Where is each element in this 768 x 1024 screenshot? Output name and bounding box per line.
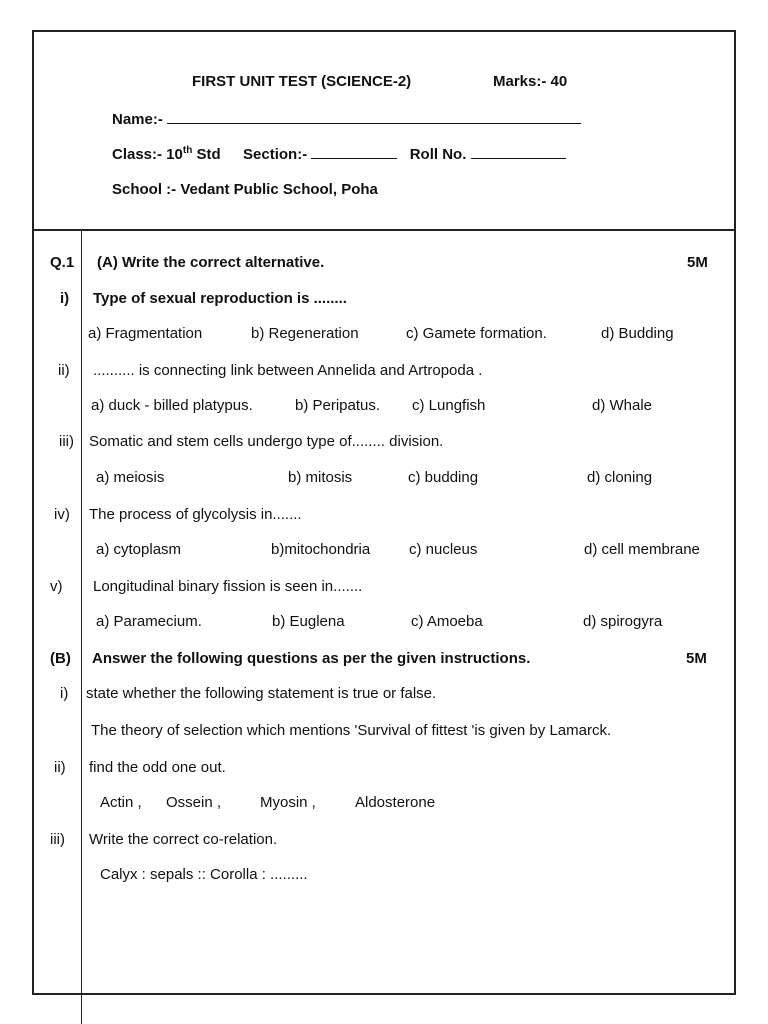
class-row (112, 144, 566, 163)
option: d) spirogyra (583, 613, 663, 630)
class-superscript: th (182, 145, 193, 156)
header-divider (32, 229, 736, 231)
option: b) Peripatus. (295, 397, 381, 414)
option: c) Amoeba (411, 613, 483, 630)
odd-item: Actin , (100, 794, 142, 811)
part-b-label: (B) (50, 650, 71, 667)
odd-item: Aldosterone (355, 794, 436, 811)
question-text: Write the correct co-relation. (89, 831, 278, 848)
part-a-title: (A) Write the correct alternative. (97, 254, 325, 271)
question-number: iii) (59, 433, 74, 450)
part-b-title: Answer the following questions as per the given instructions. (92, 650, 531, 667)
test-title: FIRST UNIT TEST (SCIENCE-2) (192, 73, 412, 90)
total-marks: Marks:- 40 (493, 73, 568, 90)
name-blank (167, 109, 581, 124)
question-text: Type of sexual reproduction is ........ (93, 290, 347, 307)
name-label: Name:- (112, 111, 163, 128)
question-number-column-line (81, 230, 82, 1024)
option: a) Fragmentation (88, 325, 203, 342)
question-text: find the odd one out. (89, 759, 226, 776)
section-label: Section:- (243, 146, 308, 163)
option: a) meiosis (96, 469, 165, 486)
question-number: iv) (54, 506, 70, 523)
question-text: state whether the following statement is true or false. (86, 685, 437, 702)
option: c) Gamete formation. (406, 325, 547, 342)
question-text: .......... is connecting link between Annelida and Artropoda . (93, 362, 483, 379)
part-a-marks: 5M (687, 254, 708, 271)
question-number: i) (60, 685, 69, 702)
option: b)mitochondria (271, 541, 371, 558)
odd-item: Ossein , (166, 794, 222, 811)
option: c) nucleus (409, 541, 478, 558)
option: d) Budding (601, 325, 674, 342)
school-line: School :- Vedant Public School, Poha (112, 181, 378, 198)
option: b) Regeneration (251, 325, 359, 342)
option: d) Whale (592, 397, 653, 414)
class-label: Class:- 10 (112, 146, 183, 163)
class-suffix: Std (196, 146, 221, 163)
question-number: iii) (50, 831, 65, 848)
option: a) Paramecium. (96, 613, 202, 630)
part-b-marks: 5M (686, 650, 707, 667)
option: a) cytoplasm (96, 541, 182, 558)
question-text: Somatic and stem cells undergo type of........ division. (89, 433, 444, 450)
question-text: The process of glycolysis in....... (89, 506, 302, 523)
option: c) budding (408, 469, 479, 486)
option: d) cell membrane (584, 541, 700, 558)
question-number: ii) (54, 759, 66, 776)
roll-label: Roll No. (409, 146, 467, 163)
question-number: v) (50, 578, 63, 595)
option: b) Euglena (272, 613, 345, 630)
section-blank (311, 144, 397, 159)
name-field (112, 109, 581, 128)
option: a) duck - billed platypus. (91, 397, 253, 414)
question-detail: The theory of selection which mentions 'Survival of fittest 'is given by Lamarck. (91, 722, 612, 739)
question-detail: Calyx : sepals :: Corolla : ......... (100, 866, 308, 883)
option: d) cloning (587, 469, 653, 486)
option: b) mitosis (288, 469, 353, 486)
question-number: Q.1 (50, 254, 75, 271)
question-number: ii) (58, 362, 70, 379)
roll-blank (471, 144, 566, 159)
odd-item: Myosin , (260, 794, 316, 811)
question-text: Longitudinal binary fission is seen in....... (93, 578, 363, 595)
option: c) Lungfish (412, 397, 486, 414)
question-number: i) (60, 290, 70, 307)
